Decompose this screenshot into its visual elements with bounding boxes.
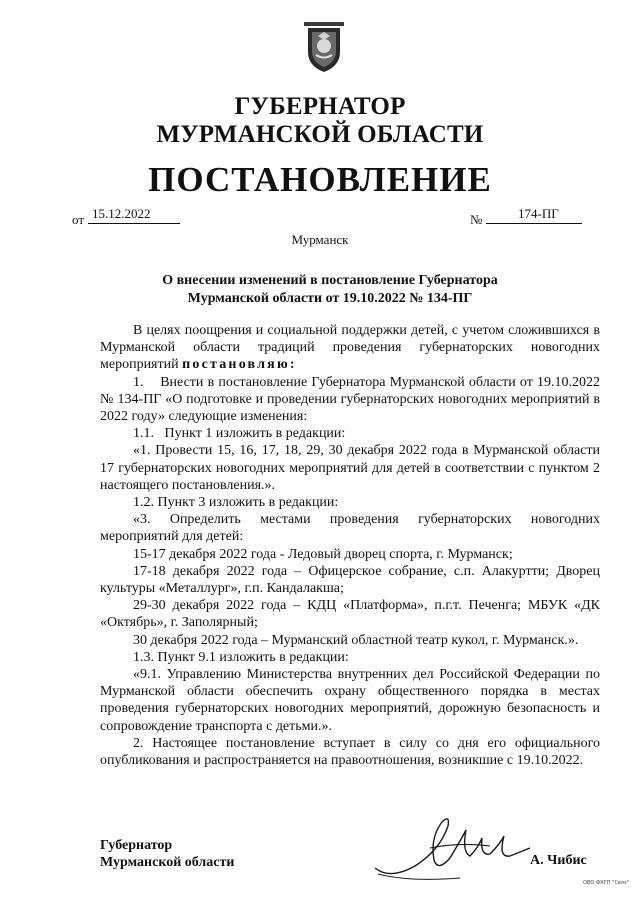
document-body — [100, 322, 600, 769]
document-type-heading: ПОСТАНОВЛЕНИЕ — [148, 160, 492, 199]
document-title — [100, 272, 560, 308]
number-prefix: № — [470, 212, 483, 227]
paragraph-1-3: 1.3. Пункт 9.1 изложить в редакции: — [133, 649, 349, 665]
venue-item-4: 30 декабря 2022 года – Мурманский областной театр кукол, г. Мурманск.». — [133, 632, 579, 648]
paragraph-1-2: 1.2. Пункт 3 изложить в редакции: — [133, 495, 339, 511]
title-line1: О внесении изменений в постановление Губернатора — [162, 273, 498, 288]
venue-item-3: 29-30 декабря 2022 года – КДЦ «Платформа», п.г.т. Печенга; МБУК «ДК «Октябрь», г. Заполярный; — [100, 598, 600, 631]
print-mark: ОВО ФКГП "Связ" — [583, 880, 629, 886]
signatory-name: А. Чибис — [530, 853, 587, 868]
venue-item-1: 15-17 декабря 2022 года - Ледовый дворец спорта, г. Мурманск; — [133, 546, 513, 562]
paragraph-1-1-text: «1. Провести 15, 16, 17, 18, 29, 30 декабря 2022 года в Мурманской области 17 губернаторских новогодних мероприятий для детей в соответствии с пунктом 2 настоящего постановления.». — [100, 443, 600, 493]
signatory-position-line1: Губернатор — [100, 838, 173, 853]
paragraph-1: 1. Внести в постановление Губернатора Мурманской области от 19.10.2022 № 134-ПГ «О подготовке и проведении губернаторских новогодних мероприятий в 2022 году» следующие изменения: — [100, 374, 600, 425]
signatory-position — [100, 837, 234, 871]
document-number: 174-ПГ — [518, 206, 559, 221]
coat-of-arms-emblem — [302, 22, 346, 74]
number-underline — [486, 223, 582, 224]
issuer-title-line1: ГУБЕРНАТОР — [234, 93, 406, 120]
venue-item-2: 17-18 декабря 2022 года – Офицерское собрание, с.п. Алакуртти; Дворец культуры «Металлург», г.п. Кандалакша; — [100, 563, 600, 597]
decree-word: постановляю: — [182, 357, 297, 373]
document-date: 15.12.2022 — [92, 206, 151, 221]
title-line2: Мурманской области от 19.10.2022 № 134-ПГ — [187, 291, 473, 306]
paragraph-1-2-text: «3. Определить местами проведения губернаторских новогодних мероприятий для детей: — [100, 512, 600, 545]
handwritten-signature — [370, 808, 535, 888]
paragraph-1-1: 1.1. Пункт 1 изложить в редакции: — [133, 426, 346, 442]
issuer-title-line2: МУРМАНСКОЙ ОБЛАСТИ — [156, 121, 484, 148]
paragraph-2: 2. Настоящее постановление вступает в силу со дня его официального опубликования и распространяется на правоотношения, возникшие с 19.10.2022. — [100, 735, 600, 769]
intro-text: В целях поощрения и социальной поддержки детей, с учетом сложившихся в Мурманской области традиций проведения губернаторских новогодних мероприятий — [100, 323, 600, 373]
issue-city: Мурманск — [291, 232, 349, 247]
date-underline — [88, 223, 180, 224]
signatory-position-line2: Мурманской области — [100, 855, 235, 870]
date-prefix: от — [72, 212, 85, 227]
paragraph-1-3-text: «9.1. Управлению Министерства внутренних дел Российской Федерации по Мурманской области обеспечить охрану общественного порядка в местах проведения губернаторских новогодних мероприятий, дорожную безопасность и сопровождение транспорта с детьми.». — [100, 667, 600, 734]
intro-paragraph — [100, 322, 600, 374]
